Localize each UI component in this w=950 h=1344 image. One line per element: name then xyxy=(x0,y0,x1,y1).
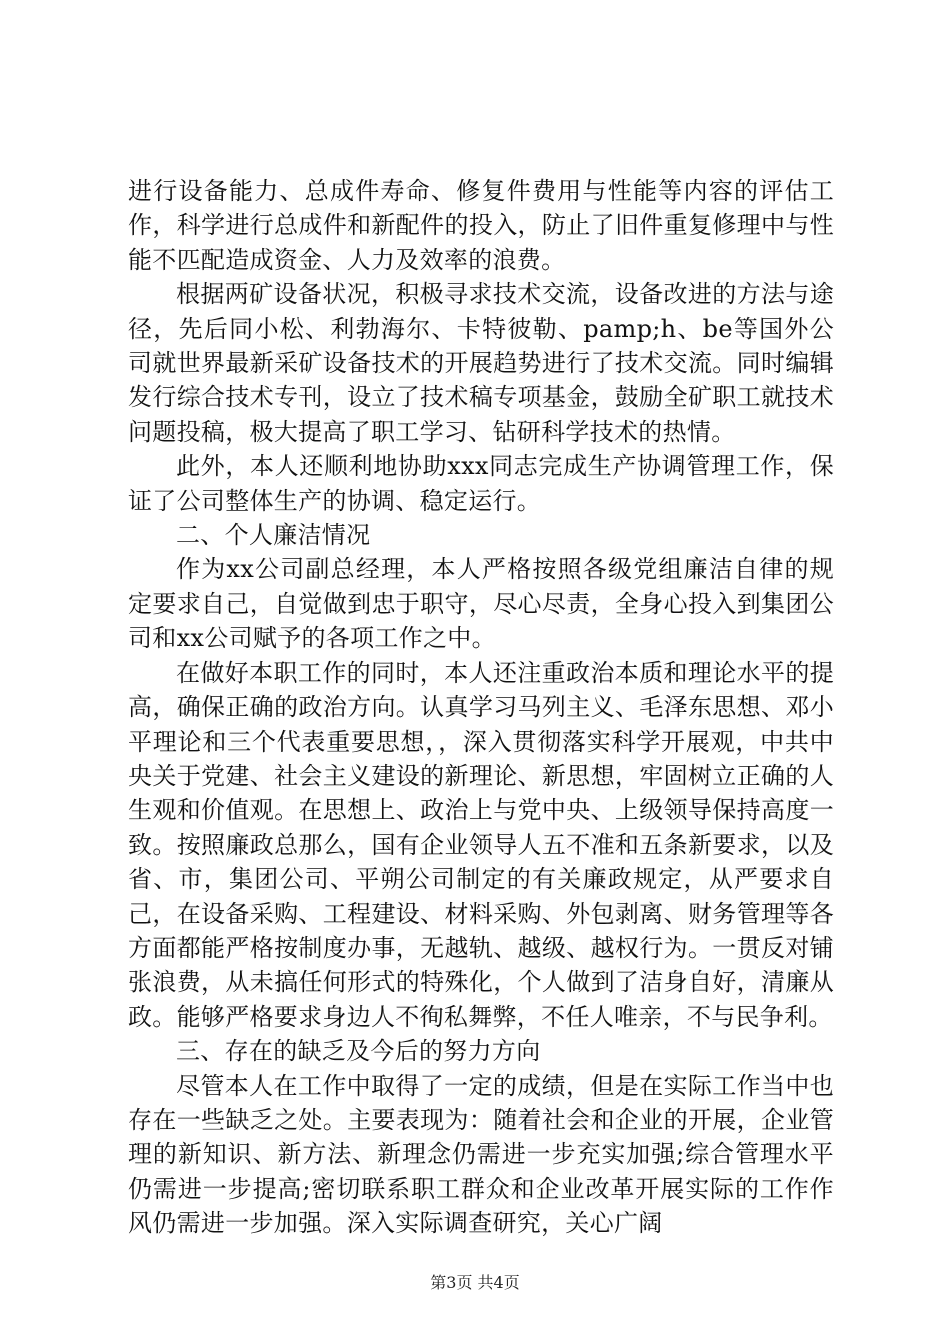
paragraph-equipment-assessment: 进行设备能力、总成件寿命、修复件费用与性能等内容的评估工作，科学进行总成件和新配件的投入，防止了旧件重复修理中与性能不匹配造成资金、人力及效率的浪费。 xyxy=(128,177,834,274)
section-heading-shortcomings: 三、存在的缺乏及今后的努力方向 xyxy=(176,1037,541,1066)
paragraph-shortcomings: 尽管本人在工作中取得了一定的成绩，但是在实际工作当中也存在一些缺乏之处。主要表现为：随着社会和企业的开展，企业管理的新知识、新方法、新理念仍需进一步充实加强;综合管理水平仍需进一步提高;密切联系职工群众和企业改革开展实际的工作作风仍需进一步加强。深入实际调查研究，关心广阔 xyxy=(128,1071,834,1238)
document-body xyxy=(128,174,834,1241)
paragraph-political-study: 在做好本职工作的同时，本人还注重政治本质和理论水平的提高，确保正确的政治方向。认真学习马列主义、毛泽东思想、邓小平理论和三个代表重要思想，，深入贯彻落实科学开展观，中共中央关于党建、社会主义建设的新理论、新思想，牢固树立正确的人生观和价值观。在思想上、政治上与党中央、上级领导保持高度一致。按照廉政总那么，国有企业领导人五不准和五条新要求，以及省、市，集团公司、平朔公司制定的有关廉政规定，从严要求自己，在设备采购、工程建设、材料采购、外包剥离、财务管理等各方面都能严格按制度办事，无越轨、越级、越权行为。一贯反对铺张浪费，从未搞任何形式的特殊化，个人做到了洁身自好，清廉从政。能够严格要求身边人不徇私舞弊，不任人唯亲，不与民争利。 xyxy=(128,658,834,1031)
section-heading-integrity: 二、个人廉洁情况 xyxy=(176,521,371,550)
page-number-footer: 第3页 共4页 xyxy=(430,1273,520,1292)
paragraph-production-coordination: 此外，本人还顺利地协助xxx同志完成生产协调管理工作，保证了公司整体生产的协调、稳定运行。 xyxy=(128,452,834,515)
paragraph-integrity-overview: 作为xx公司副总经理，本人严格按照各级党组廉洁自律的规定要求自己，自觉做到忠于职守，尽心尽责，全身心投入到集团公司和xx公司赋予的各项工作之中。 xyxy=(128,555,834,653)
paragraph-technical-exchange: 根据两矿设备状况，积极寻求技术交流，设备改进的方法与途径，先后同小松、利勃海尔、卡特彼勒、pamp;h、be等国外公司就世界最新采矿设备技术的开展趋势进行了技术交流。同时编辑发行综合技术专刊，设立了技术稿专项基金，鼓励全矿职工就技术问题投稿，极大提高了职工学习、钻研科学技术的热情。 xyxy=(128,280,834,446)
